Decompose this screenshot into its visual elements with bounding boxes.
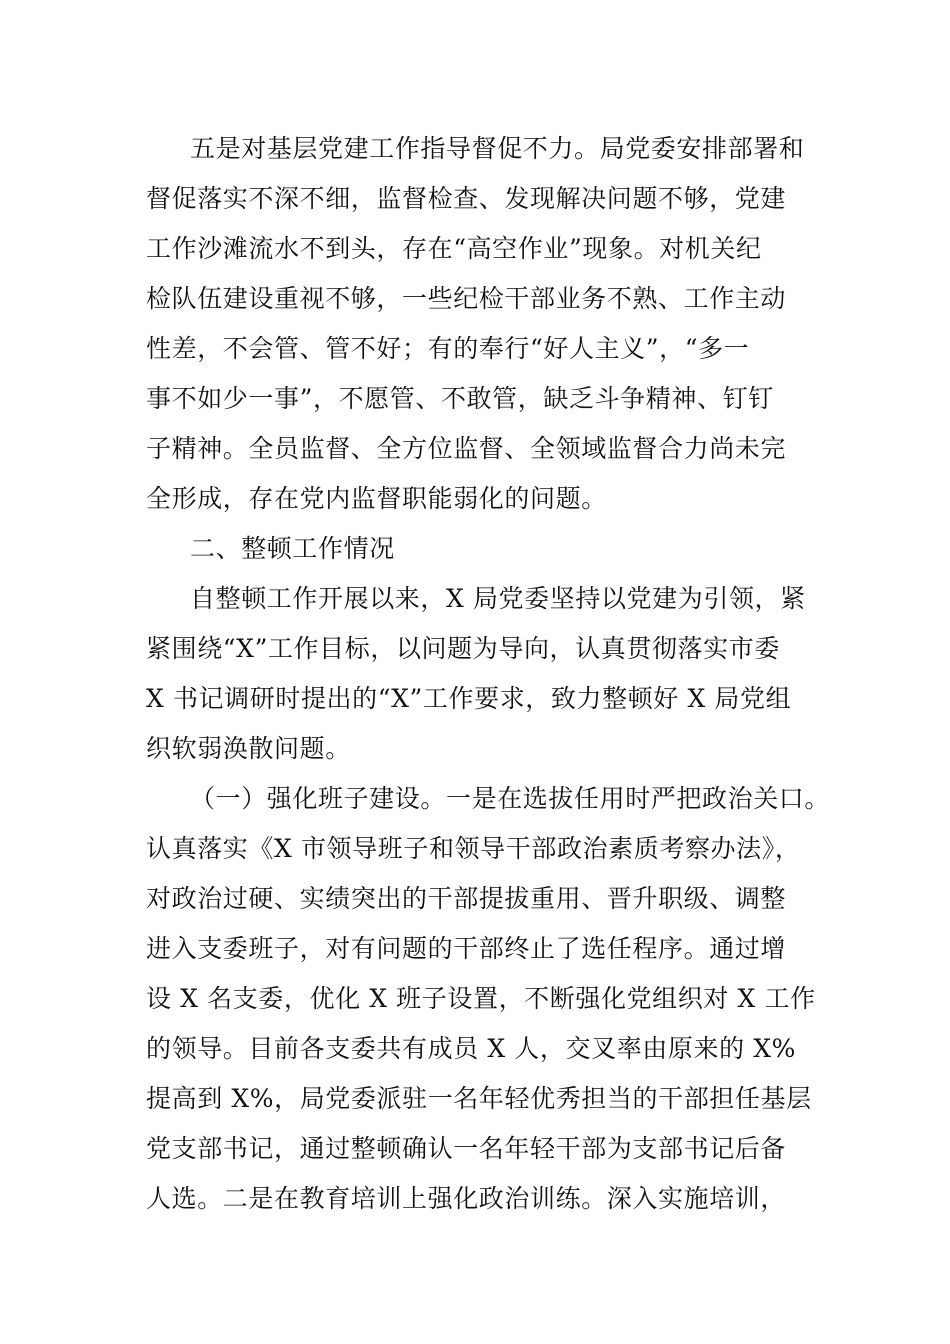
paragraph-strengthen-leadership: [146, 774, 836, 1224]
text-line: X 书记调研时提出的“X”工作要求，致力整顿好 X 局党组: [146, 684, 792, 713]
text-line: （一）强化班子建设。一是在选拔任用时严把政治关口。: [190, 784, 831, 813]
paragraph-rectification-overview: [146, 574, 836, 774]
text-line: 人选。二是在教育培训上强化政治训练。深入实施培训，: [146, 1184, 787, 1213]
heading-line: 二、整顿工作情况: [190, 534, 395, 563]
text-line: 党支部书记，通过整顿确认一名年轻干部为支部书记后备: [146, 1134, 787, 1163]
text-line: 的领导。目前各支委共有成员 X 人，交叉率由原来的 X%: [146, 1034, 796, 1063]
text-line: 事不如少一事”，不愿管、不敢管，缺乏斗争精神、钉钉: [146, 384, 774, 413]
text-line: 性差，不会管、管不好；有的奉行“好人主义”，“多一: [146, 334, 750, 363]
text-line: 认真落实《X 市领导班子和领导干部政治素质考察办法》，: [146, 834, 801, 863]
text-line: 自整顿工作开展以来，X 局党委坚持以党建为引领，紧: [190, 584, 806, 613]
text-line: 检队伍建设重视不够，一些纪检干部业务不熟、工作主动: [146, 284, 787, 313]
text-line: 提高到 X%，局党委派驻一名年轻优秀担当的干部担任基层: [146, 1084, 812, 1113]
text-line: 设 X 名支委，优化 X 班子设置，不断强化党组织对 X 工作: [146, 984, 816, 1013]
text-line: 督促落实不深不细，监督检查、发现解决问题不够，党建: [146, 184, 787, 213]
text-line: 织软弱涣散问题。: [146, 734, 351, 763]
document-body: [146, 124, 836, 1224]
text-line: 五是对基层党建工作指导督促不力。局党委安排部署和: [190, 134, 805, 163]
text-line: 紧围绕“X”工作目标，以问题为导向，认真贯彻落实市委: [146, 634, 780, 663]
section-heading: [146, 524, 836, 574]
text-line: 全形成，存在党内监督职能弱化的问题。: [146, 484, 607, 513]
text-line: 对政治过硬、实绩突出的干部提拔重用、晋升职级、调整: [146, 884, 787, 913]
text-line: 工作沙滩流水不到头，存在“高空作业”现象。对机关纪: [146, 234, 762, 263]
paragraph-five-weak-guidance: [146, 124, 836, 524]
text-line: 进入支委班子，对有问题的干部终止了选任程序。通过增: [146, 934, 787, 963]
text-line: 子精神。全员监督、全方位监督、全领域监督合力尚未完: [146, 434, 787, 463]
